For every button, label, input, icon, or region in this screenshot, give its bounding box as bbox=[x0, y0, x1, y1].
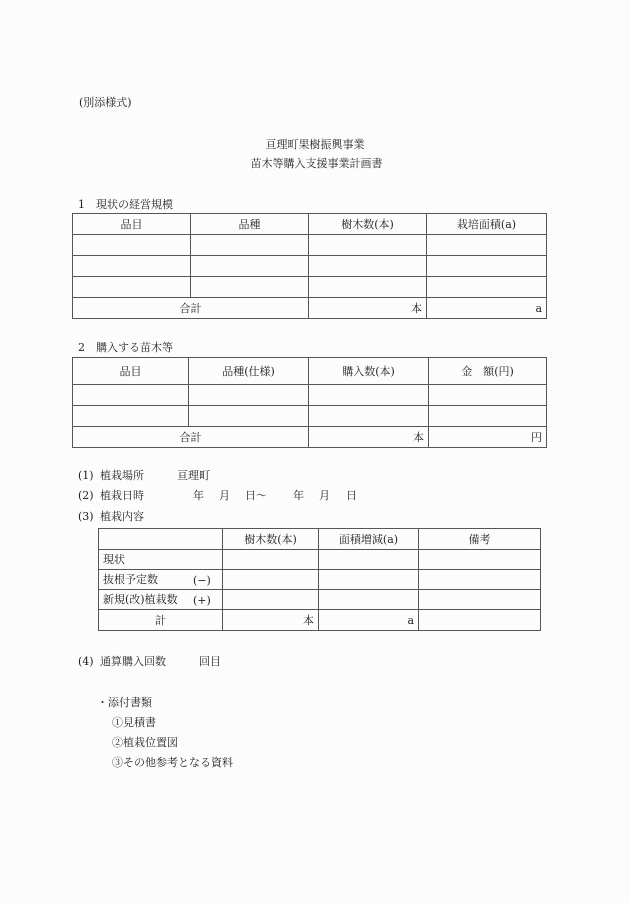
cell-item[interactable] bbox=[73, 277, 191, 298]
row-label-text: 現状 bbox=[103, 553, 125, 566]
col-header-variety: 品種 bbox=[191, 214, 309, 235]
purchase-table bbox=[72, 357, 547, 448]
form-label: (別添様式) bbox=[79, 96, 132, 109]
cell-purchase-count[interactable] bbox=[309, 406, 429, 427]
cell-item[interactable] bbox=[73, 256, 191, 277]
title-line-1: 亘理町果樹振興事業 bbox=[265, 138, 365, 151]
cell-area[interactable] bbox=[427, 235, 547, 256]
total-row bbox=[99, 610, 541, 631]
end-day-label: 日 bbox=[346, 489, 357, 502]
cell-remarks[interactable] bbox=[419, 570, 541, 590]
section1-heading: 1 現状の経営規模 bbox=[78, 198, 173, 211]
planting-location-value[interactable]: 亘理町 bbox=[177, 469, 210, 482]
purchase-count-value[interactable]: 回目 bbox=[199, 655, 221, 668]
col-header-remarks: 備考 bbox=[419, 529, 541, 550]
total-area-unit[interactable]: a bbox=[427, 298, 547, 319]
plus-sign: (+) bbox=[193, 594, 211, 607]
cell-item[interactable] bbox=[73, 406, 189, 427]
col-header-area-change: 面積増減(a) bbox=[319, 529, 419, 550]
total-row bbox=[73, 298, 547, 319]
cell-remarks[interactable] bbox=[419, 610, 541, 631]
cell-area-change[interactable] bbox=[319, 570, 419, 590]
cell-variety-spec[interactable] bbox=[189, 385, 309, 406]
attachment-item: ②植栽位置図 bbox=[112, 736, 178, 749]
cell-remarks[interactable] bbox=[419, 590, 541, 610]
item3-label: 植栽内容 bbox=[100, 510, 144, 523]
current-scale-table bbox=[72, 213, 547, 319]
cell-variety[interactable] bbox=[191, 256, 309, 277]
row-label-text: 抜根予定数 bbox=[103, 573, 158, 586]
total-trees-unit[interactable]: 本 bbox=[223, 610, 319, 631]
table-header-row bbox=[73, 358, 547, 385]
table-row bbox=[99, 550, 541, 570]
total-row bbox=[73, 427, 547, 448]
section2-heading: 2 購入する苗木等 bbox=[78, 341, 173, 354]
total-area-unit[interactable]: a bbox=[319, 610, 419, 631]
planting-content-table bbox=[98, 528, 541, 631]
cell-variety-spec[interactable] bbox=[189, 406, 309, 427]
cell-tree-count[interactable] bbox=[309, 256, 427, 277]
cell-tree-count[interactable] bbox=[309, 277, 427, 298]
total-label: 計 bbox=[99, 610, 223, 631]
cell-area-change[interactable] bbox=[319, 590, 419, 610]
attachment-item: ③その他参考となる資料 bbox=[112, 756, 233, 769]
table-row bbox=[73, 385, 547, 406]
start-month-label: 月 bbox=[219, 489, 230, 502]
table-row bbox=[73, 256, 547, 277]
col-header-tree-count: 樹木数(本) bbox=[223, 529, 319, 550]
total-label: 合計 bbox=[73, 427, 309, 448]
row-label-new-planting bbox=[99, 590, 223, 610]
col-header-variety-spec: 品種(仕様) bbox=[189, 358, 309, 385]
table-row bbox=[73, 277, 547, 298]
end-year-label: 年 bbox=[293, 489, 304, 502]
cell-purchase-count[interactable] bbox=[309, 385, 429, 406]
item1-number: (1) bbox=[78, 469, 94, 482]
col-header-area: 栽培面積(a) bbox=[427, 214, 547, 235]
cell-area[interactable] bbox=[427, 256, 547, 277]
cell-tree-count[interactable] bbox=[309, 235, 427, 256]
cell-remarks[interactable] bbox=[419, 550, 541, 570]
cell-area[interactable] bbox=[427, 277, 547, 298]
title-line-2: 苗木等購入支援事業計画書 bbox=[250, 157, 383, 170]
attachment-item: ①見積書 bbox=[112, 716, 156, 729]
item2-number: (2) bbox=[78, 489, 94, 502]
cell-variety[interactable] bbox=[191, 277, 309, 298]
col-header-purchase-count: 購入数(本) bbox=[309, 358, 429, 385]
total-trees-unit[interactable]: 本 bbox=[309, 298, 427, 319]
start-day-label: 日〜 bbox=[245, 489, 267, 502]
col-header-blank bbox=[99, 529, 223, 550]
table-header-row bbox=[73, 214, 547, 235]
table-row bbox=[99, 570, 541, 590]
cell-item[interactable] bbox=[73, 385, 189, 406]
start-year-label: 年 bbox=[193, 489, 204, 502]
table-row bbox=[73, 406, 547, 427]
cell-tree-count[interactable] bbox=[223, 590, 319, 610]
item4-number: (4) bbox=[78, 655, 94, 668]
cell-variety[interactable] bbox=[191, 235, 309, 256]
cell-item[interactable] bbox=[73, 235, 191, 256]
item3-number: (3) bbox=[78, 510, 94, 523]
cell-tree-count[interactable] bbox=[223, 550, 319, 570]
minus-sign: (−) bbox=[193, 574, 211, 587]
item1-label: 植栽場所 bbox=[100, 469, 144, 482]
cell-amount[interactable] bbox=[429, 385, 547, 406]
row-label-text: 新規(改)植栽数 bbox=[103, 593, 178, 606]
item2-label: 植栽日時 bbox=[100, 489, 144, 502]
total-label: 合計 bbox=[73, 298, 309, 319]
col-header-tree-count: 樹木数(本) bbox=[309, 214, 427, 235]
col-header-item: 品目 bbox=[73, 358, 189, 385]
table-row bbox=[73, 235, 547, 256]
end-month-label: 月 bbox=[319, 489, 330, 502]
table-row bbox=[99, 590, 541, 610]
col-header-amount: 金 額(円) bbox=[429, 358, 547, 385]
item4-label: 通算購入回数 bbox=[100, 655, 166, 668]
row-label-removal bbox=[99, 570, 223, 590]
table-header-row bbox=[99, 529, 541, 550]
cell-tree-count[interactable] bbox=[223, 570, 319, 590]
cell-amount[interactable] bbox=[429, 406, 547, 427]
cell-area-change[interactable] bbox=[319, 550, 419, 570]
attachments-heading: ・添付書類 bbox=[97, 696, 152, 709]
row-label-current bbox=[99, 550, 223, 570]
total-amount-unit[interactable]: 円 bbox=[429, 427, 547, 448]
total-count-unit[interactable]: 本 bbox=[309, 427, 429, 448]
col-header-item: 品目 bbox=[73, 214, 191, 235]
